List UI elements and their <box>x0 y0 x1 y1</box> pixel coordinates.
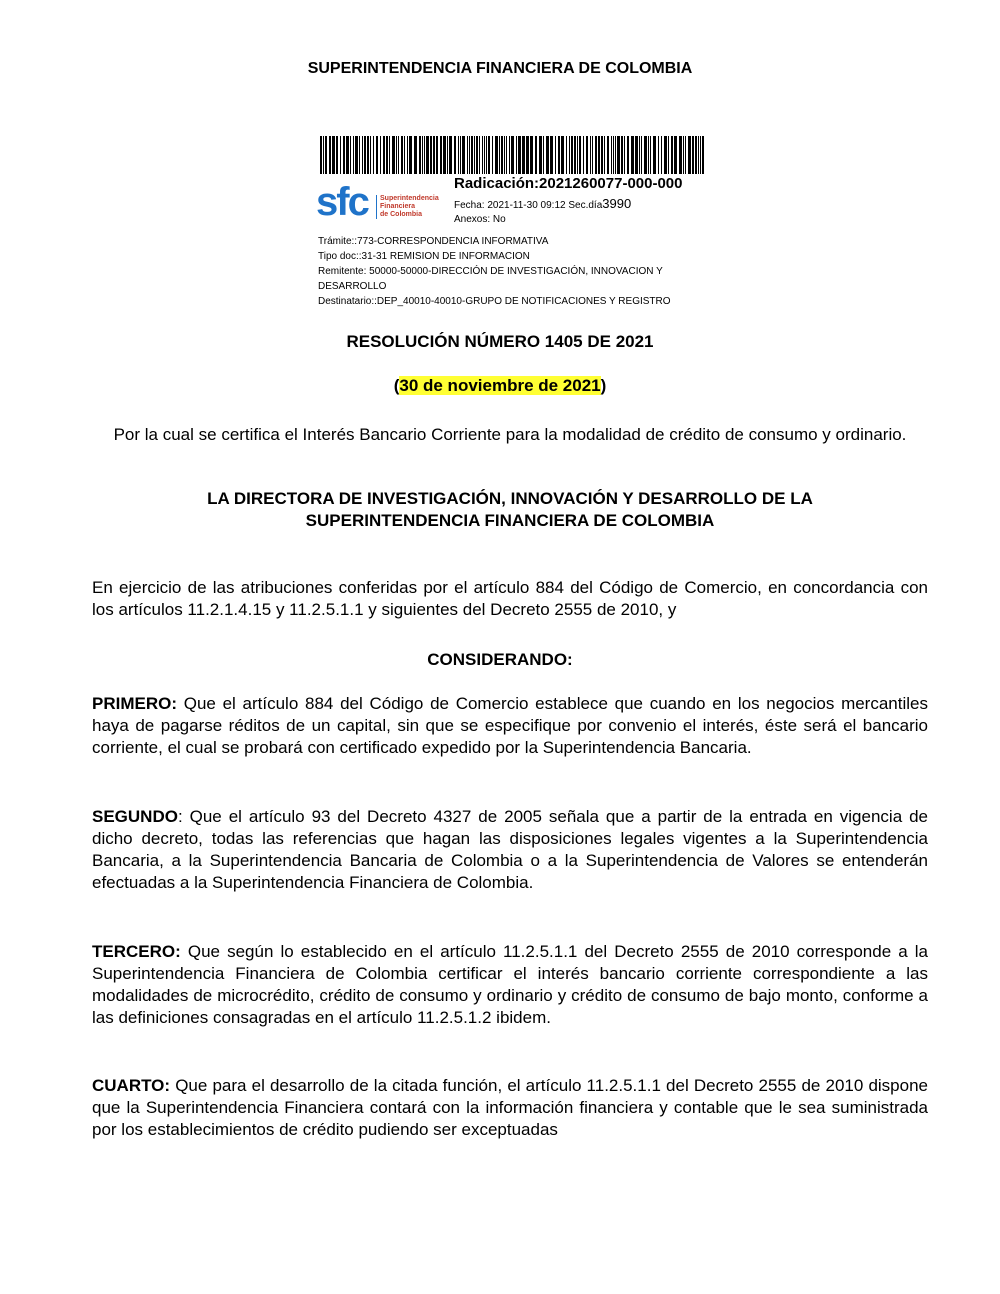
paragraph-label: TERCERO: <box>92 942 181 961</box>
paragraph-segundo: SEGUNDO: Que el artículo 93 del Decreto 4327 de 2005 señala que a partir de la entrada en vigencia de dicho decreto, todas las referencias que hagan las disposiciones legales vigentes a la Superintendencia Bancaria, a la Superintendencia Bancaria de Colombia o a la Superintendencia de Valores se entenderán efectuadas a la Superintendencia Financiera de Colombia. <box>92 807 928 892</box>
anexos: Anexos: No <box>454 214 506 225</box>
radicacion-number: Radicación:2021260077-000-000 <box>454 175 683 192</box>
sec-dia: 3990 <box>602 196 632 211</box>
filing-date: Fecha: 2021-11-30 09:12 Sec.día3990 <box>454 196 632 211</box>
paragraph-tercero: TERCERO: Que según lo establecido en el artículo 11.2.5.1.1 del Decreto 2555 de 2010 corresponde a la Superintendencia Financiera de Colombia certificar el interés bancario corriente correspondiente a las modalidades de microcrédito, crédito de consumo y ordinario y crédito de consumo de bajo monto, conforme a las definiciones consagradas en el artículo 11.2.5.1.2 ibidem. <box>92 942 928 1027</box>
paragraph-label: PRIMERO: <box>92 694 177 713</box>
logo-mark: sfc <box>316 180 368 224</box>
tramite: Trámite::773-CORRESPONDENCIA INFORMATIVA <box>318 236 549 247</box>
resolution-subject: Por la cual se certifica el Interés Bancario Corriente para la modalidad de crédito de consumo y ordinario. <box>113 425 907 444</box>
tipo-doc: Tipo doc::31-31 REMISION DE INFORMACION <box>318 251 530 262</box>
remitente: Remitente: 50000-50000-DIRECCIÓN DE INVESTIGACIÓN, INNOVACION Y <box>318 266 663 277</box>
paragraph-cuarto: CUARTO: Que para el desarrollo de la citada función, el artículo 11.2.5.1.1 del Decreto 2555 de 2010 dispone que la Superintendencia Financiera contará con la información financiera y contable que le sea suministrada por los establecimientos de crédito pudiendo ser exceptuadas <box>92 1076 928 1139</box>
considerando-heading: CONSIDERANDO: <box>427 650 573 669</box>
destinatario: Destinatario::DEP_40010-40010-GRUPO DE NOTIFICACIONES Y REGISTRO <box>318 296 671 307</box>
paragraph-label: SEGUNDO <box>92 807 178 826</box>
issuing-authority: LA DIRECTORA DE INVESTIGACIÓN, INNOVACIÓN Y DESARROLLO DE LA SUPERINTENDENCIA FINANCIERA DE COLOMBIA <box>207 489 813 530</box>
paragraph-label: CUARTO: <box>92 1076 171 1095</box>
remitente-cont: DESARROLLO <box>318 281 387 292</box>
preamble: En ejercicio de las atribuciones conferidas por el artículo 884 del Código de Comercio, en concordancia con los artículos 11.2.1.4.15 y 11.2.5.1.1 y siguientes del Decreto 2555 de 2010, y <box>92 578 928 619</box>
date-highlight: 30 de noviembre de 2021 <box>399 376 601 395</box>
resolution-date: (30 de noviembre de 2021) <box>393 376 607 395</box>
logo-wordmark: Superintendencia Financiera de Colombia <box>380 195 439 219</box>
organization-header: SUPERINTENDENCIA FINANCIERA DE COLOMBIA <box>307 60 693 77</box>
paragraph-primero: PRIMERO: Que el artículo 884 del Código de Comercio establece que cuando en los negocios mercantiles haya de pagarse réditos de un capital, sin que se especifique por convenio el interés, éste será el bancario corriente, el cual se probará con certificado expedido por la Superintendencia Bancaria. <box>92 694 928 757</box>
filing-metadata <box>318 234 708 309</box>
barcode <box>320 136 704 174</box>
sfc-logo <box>316 180 446 226</box>
resolution-title: RESOLUCIÓN NÚMERO 1405 DE 2021 <box>346 332 654 351</box>
